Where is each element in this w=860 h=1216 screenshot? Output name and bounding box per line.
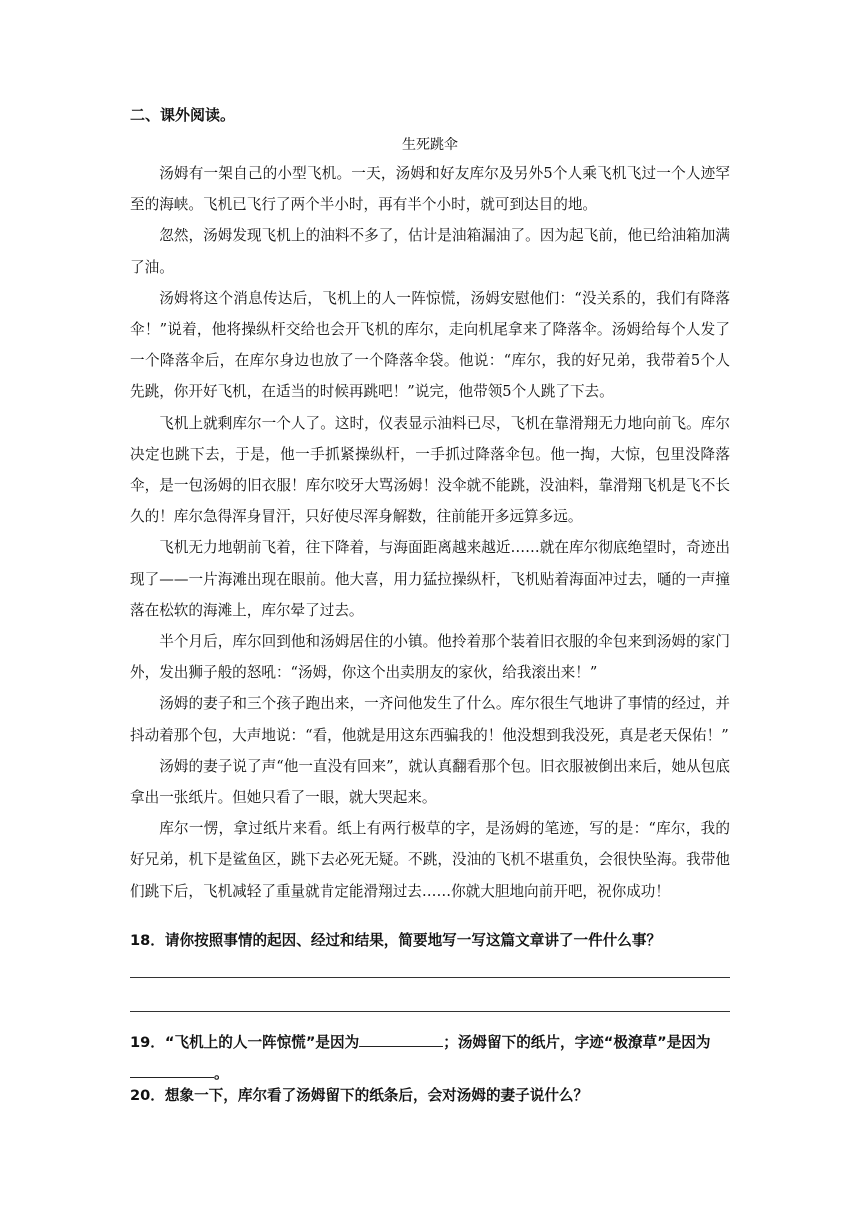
question-19-part-b: ；汤姆留下的纸片，字迹“极潦草”是因为 — [443, 1034, 711, 1051]
answer-blank[interactable] — [130, 1063, 214, 1078]
section-title: 二、课外阅读。 — [130, 106, 236, 124]
paragraph: 半个月后，库尔回到他和汤姆居住的小镇。他拎着那个装着旧衣服的伞包来到汤姆的家门外，发出狮子般的怒吼：“汤姆，你这个出卖朋友的家伙，给我滚出来！” — [130, 633, 730, 682]
question-19 — [130, 1027, 730, 1089]
paragraph: 库尔一愣，拿过纸片来看。纸上有两行极草的字，是汤姆的笔迹，写的是：“库尔，我的好兄弟，机下是鲨鱼区，跳下去必死无疑。不跳，没油的飞机不堪重负，会很快坠海。我带他们跳下后，飞机减轻了重量就肯定能滑翔过去……你就大胆地向前开吧，祝你成功！ — [130, 820, 730, 900]
answer-blank[interactable] — [359, 1032, 443, 1047]
story-title: 生死跳伞 — [402, 137, 458, 153]
paragraph: 汤姆的妻子和三个孩子跑出来，一齐问他发生了什么。库尔很生气地讲了事情的经过，并抖动着那个包，大声地说：“看，他就是用这东西骗我的！他没想到我没死，真是老天保佑！” — [130, 695, 730, 744]
question-18: 18．请你按照事情的起因、经过和结果，简要地写一写这篇文章讲了一件什么事？ — [130, 932, 662, 949]
answer-line[interactable] — [130, 977, 730, 978]
question-19-part-c: 。 — [214, 1065, 229, 1082]
question-20: 20．想象一下，库尔看了汤姆留下的纸条后，会对汤姆的妻子说什么？ — [130, 1087, 589, 1104]
story-body — [130, 158, 730, 907]
answer-line[interactable] — [130, 1011, 730, 1012]
paragraph: 飞机上就剩库尔一个人了。这时，仪表显示油料已尽，飞机在靠滑翔无力地向前飞。库尔决定也跳下去，于是，他一手抓紧操纵杆，一手抓过降落伞包。他一掏，大惊，包里没降落伞，是一包汤姆的旧衣服！库尔咬牙大骂汤姆！没伞就不能跳，没油料，靠滑翔飞机是飞不长久的！库尔急得浑身冒汗，只好使尽浑身解数，往前能开多远算多远。 — [130, 414, 730, 526]
paragraph: 飞机无力地朝前飞着，往下降着，与海面距离越来越近……就在库尔彻底绝望时，奇迹出现了——一片海滩出现在眼前。他大喜，用力猛拉操纵杆，飞机贴着海面冲过去，嗵的一声撞落在松软的海滩上，库尔晕了过去。 — [130, 539, 730, 619]
paragraph: 汤姆的妻子说了声“他一直没有回来”，就认真翻看那个包。旧衣服被倒出来后，她从包底拿出一张纸片。但她只看了一眼，就大哭起来。 — [130, 757, 730, 807]
question-19-part-a: 19．“飞机上的人一阵惊慌”是因为 — [130, 1034, 360, 1051]
paragraph: 汤姆有一架自己的小型飞机。一天，汤姆和好友库尔及另外5个人乘飞机飞过一个人迹罕至的海峡。飞机已飞行了两个半小时，再有半个小时，就可到达目的地。 — [130, 165, 730, 214]
paragraph: 汤姆将这个消息传达后，飞机上的人一阵惊慌，汤姆安慰他们：“没关系的，我们有降落伞！”说着，他将操纵杆交给也会开飞机的库尔，走向机尾拿来了降落伞。汤姆给每个人发了一个降落伞后，在库尔身边也放了一个降落伞袋。他说：“库尔，我的好兄弟，我带着5个人先跳，你开好飞机，在适当的时候再跳吧！”说完，他带领5个人跳了下去。 — [130, 289, 730, 401]
paragraph: 忽然，汤姆发现飞机上的油料不多了，估计是油箱漏油了。因为起飞前，他已给油箱加满了油。 — [130, 227, 730, 276]
